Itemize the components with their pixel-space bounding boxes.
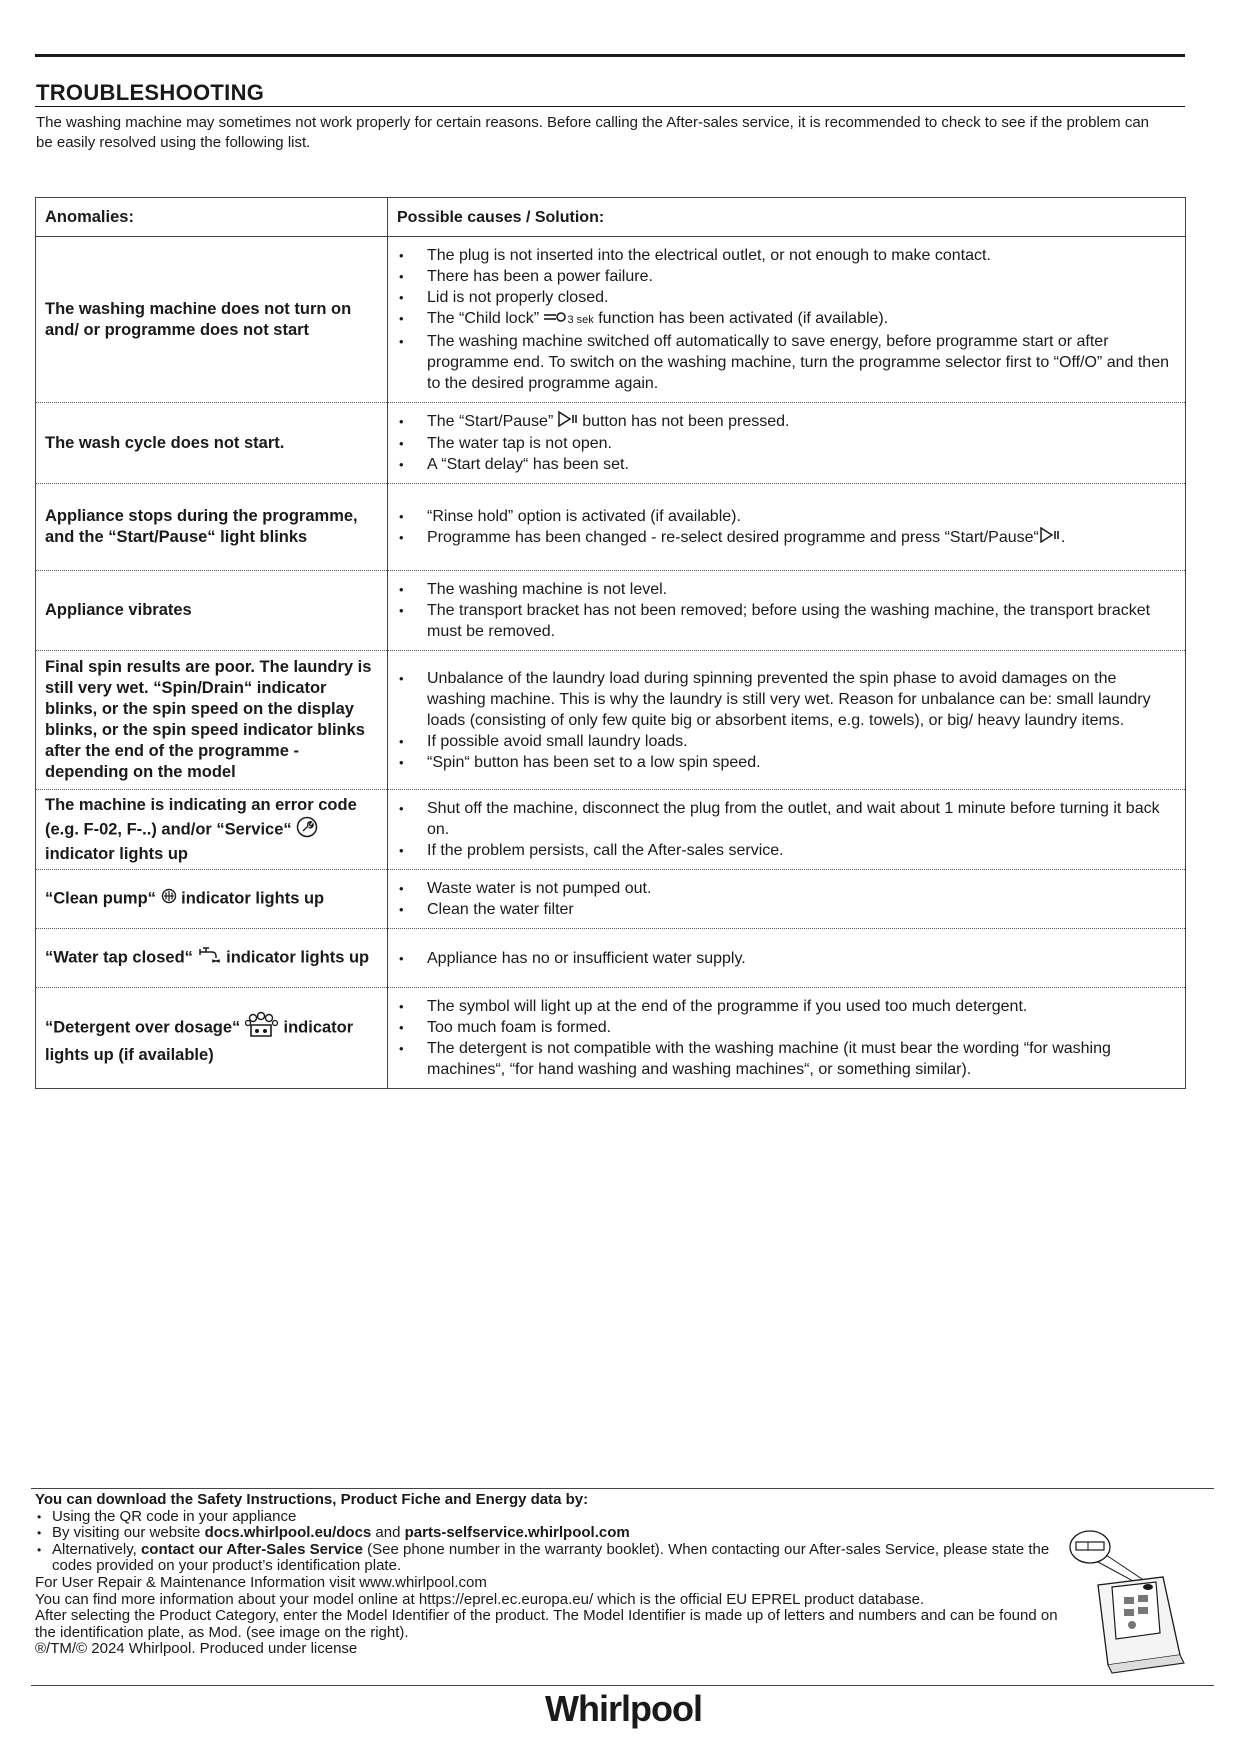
anomaly-cell: The washing machine does not turn on and/ or programme does not start bbox=[36, 237, 388, 403]
page-title: TROUBLESHOOTING bbox=[36, 80, 265, 105]
table-row bbox=[36, 870, 1186, 929]
anomaly-cell: Appliance stops during the programme, and the “Start/Pause“ light blinks bbox=[36, 484, 388, 571]
start-pause-text: The “Start/Pause” bbox=[427, 413, 554, 431]
footer-rule-top bbox=[31, 1488, 1214, 1489]
causes-cell bbox=[388, 870, 1186, 929]
causes-cell bbox=[388, 403, 1186, 484]
troubleshooting-table bbox=[35, 197, 1186, 1089]
causes-cell bbox=[388, 929, 1186, 988]
detergent-text-end: indicator lights up (if available) bbox=[45, 1017, 354, 1064]
list-item: • The detergent is not compatible with the washing machine (it must bear the wording “for washing machines“, “for hand washing and washing machines“, or something similar). bbox=[397, 1038, 1173, 1080]
service-icon bbox=[296, 816, 318, 844]
table-row bbox=[36, 651, 1186, 790]
list-item: • “Rinse hold” option is activated (if available). bbox=[397, 506, 1173, 527]
causes-cell bbox=[388, 484, 1186, 571]
repair-info: For User Repair & Maintenance Information visit www.whirlpool.com bbox=[35, 1573, 487, 1591]
website-and: and bbox=[371, 1524, 405, 1542]
causes-cell bbox=[388, 651, 1186, 790]
anomaly-cell: Appliance vibrates bbox=[36, 571, 388, 651]
footer-info bbox=[35, 1492, 1075, 1658]
anomaly-cell: The wash cycle does not start. bbox=[36, 403, 388, 484]
list-item: • If possible avoid small laundry loads. bbox=[397, 731, 1173, 752]
programme-changed-end: . bbox=[1060, 528, 1066, 546]
model-identifier-info: After selecting the Product Category, enter the Model Identifier of the product. The Model Identifier is made up of letters and numbers and can be found on the identification plate, as Mod. (see image on the right). bbox=[35, 1607, 1058, 1641]
list-item: • A “Start delay“ has been set. bbox=[397, 454, 1173, 475]
table-row bbox=[36, 237, 1186, 403]
clean-pump-text: “Clean pump“ bbox=[45, 889, 156, 908]
list-item: • Lid is not properly closed. bbox=[397, 287, 1173, 308]
start-pause-icon bbox=[1039, 527, 1061, 549]
list-item: • Too much foam is formed. bbox=[397, 1017, 1173, 1038]
alt-text: Alternatively, bbox=[52, 1540, 141, 1558]
list-item bbox=[397, 411, 1173, 433]
causes-cell bbox=[388, 237, 1186, 403]
error-code-text-end: indicator lights up bbox=[45, 844, 188, 863]
start-pause-text-end: button has not been pressed. bbox=[582, 413, 790, 431]
list-item: • The plug is not inserted into the electrical outlet, or not enough to make contact. bbox=[397, 245, 1173, 266]
causes-cell bbox=[388, 790, 1186, 870]
footer-rule-bottom bbox=[31, 1685, 1214, 1686]
after-sales-text: contact our After-Sales Service bbox=[140, 1540, 363, 1558]
footer-heading: You can download the Safety Instructions, Product Fiche and Energy data by: bbox=[35, 1491, 589, 1508]
anomaly-cell: Final spin results are poor. The laundry is still very wet. “Spin/Drain“ indicator blinks, or the spin speed on the display blinks, or the spin speed indicator blinks after the end of the programme - depending on the model bbox=[36, 651, 388, 790]
error-code-text: The machine is indicating an error code (e.g. F-02, F-..) and/or “Service“ bbox=[45, 795, 357, 838]
top-rule bbox=[35, 54, 1185, 57]
column-header-causes: Possible causes / Solution: bbox=[388, 198, 1186, 237]
detergent-overdosage-icon bbox=[245, 1011, 279, 1045]
anomaly-cell bbox=[36, 870, 388, 929]
list-item bbox=[397, 308, 1173, 331]
table-row bbox=[36, 929, 1186, 988]
child-lock-icon bbox=[543, 308, 567, 329]
list-item bbox=[35, 1542, 1075, 1575]
detergent-text: “Detergent over dosage“ bbox=[45, 1017, 241, 1036]
list-item: • “Spin“ button has been set to a low spin speed. bbox=[397, 752, 1173, 773]
list-item bbox=[35, 1525, 1075, 1542]
water-tap-text-end: indicator lights up bbox=[226, 948, 370, 967]
list-item: • The transport bracket has not been removed; before using the washing machine, the transport bracket must be removed. bbox=[397, 600, 1173, 642]
website-text: By visiting our website bbox=[52, 1524, 205, 1542]
list-item: • Using the QR code in your appliance bbox=[35, 1509, 1075, 1526]
child-lock-text-end: function has been activated (if available). bbox=[598, 310, 889, 327]
title-rule bbox=[35, 106, 1185, 107]
list-item: • The washing machine switched off automatically to save energy, before programme start or after programme end. To switch on the washing machine, turn the programme selector first to “Off/O” and then to the desired programme again. bbox=[397, 331, 1173, 394]
list-item bbox=[397, 527, 1173, 549]
list-item: • Waste water is not pumped out. bbox=[397, 878, 1173, 899]
table-row bbox=[36, 571, 1186, 651]
whirlpool-logo bbox=[545, 1688, 702, 1738]
copyright: ®/TM/© 2024 Whirlpool. Produced under license bbox=[35, 1640, 358, 1658]
alt-text-end: (See phone number in the warranty booklet). When contacting our After-sales Service, please state the codes provided on your product’s identification plate. bbox=[52, 1540, 1050, 1575]
child-lock-seconds: 3 sek bbox=[567, 314, 594, 326]
anomaly-cell bbox=[36, 988, 388, 1089]
list-item: • Shut off the machine, disconnect the plug from the outlet, and wait about 1 minute before turning it back on. bbox=[397, 798, 1173, 840]
list-item: • The washing machine is not level. bbox=[397, 579, 1173, 600]
table-row bbox=[36, 790, 1186, 870]
anomaly-cell bbox=[36, 790, 388, 870]
table-row bbox=[36, 484, 1186, 571]
logo-text: Whirlpool bbox=[545, 1688, 702, 1729]
parts-link[interactable]: parts-selfservice.whirlpool.com bbox=[404, 1524, 630, 1542]
list-item: • If the problem persists, call the After-sales service. bbox=[397, 840, 1173, 861]
water-tap-icon bbox=[198, 946, 222, 970]
list-item: • Appliance has no or insufficient water supply. bbox=[397, 948, 1173, 969]
programme-changed-text: Programme has been changed - re-select desired programme and press “Start/Pause“ bbox=[427, 528, 1039, 546]
table-row bbox=[36, 988, 1186, 1089]
causes-cell bbox=[388, 988, 1186, 1089]
table-row bbox=[36, 403, 1186, 484]
clean-pump-icon bbox=[161, 888, 177, 910]
list-item: • There has been a power failure. bbox=[397, 266, 1173, 287]
clean-pump-text-end: indicator lights up bbox=[181, 889, 325, 908]
column-header-anomalies: Anomalies: bbox=[36, 198, 388, 237]
causes-cell bbox=[388, 571, 1186, 651]
list-item: • Unbalance of the laundry load during spinning prevented the spin phase to avoid damages on the washing machine. This is why the laundry is still very wet. Reason for unbalance can be: small laundry loads (consisting of only few quite big or absorbent items, e.g. towels), or big/ heavy laundry items. bbox=[397, 668, 1173, 731]
table-header-row bbox=[36, 198, 1186, 237]
list-item: • The water tap is not open. bbox=[397, 433, 1173, 454]
water-tap-text: “Water tap closed“ bbox=[45, 948, 193, 967]
intro-text: The washing machine may sometimes not work properly for certain reasons. Before calling the After-sales service, it is recommended to check to see if the problem can be easily resolved using the following list. bbox=[36, 114, 1150, 151]
list-item: • Clean the water filter bbox=[397, 899, 1173, 920]
start-pause-icon bbox=[558, 411, 578, 433]
anomaly-cell bbox=[36, 929, 388, 988]
docs-link[interactable]: docs.whirlpool.eu/docs bbox=[204, 1524, 372, 1542]
child-lock-text: The “Child lock” bbox=[427, 310, 540, 327]
list-item: • The symbol will light up at the end of the programme if you used too much detergent. bbox=[397, 996, 1173, 1017]
appliance-plate-illustration bbox=[1068, 1525, 1188, 1680]
eprel-info: You can find more information about your model online at https://eprel.ec.europa.eu/ which is the official EU EPREL product database. bbox=[35, 1590, 925, 1608]
